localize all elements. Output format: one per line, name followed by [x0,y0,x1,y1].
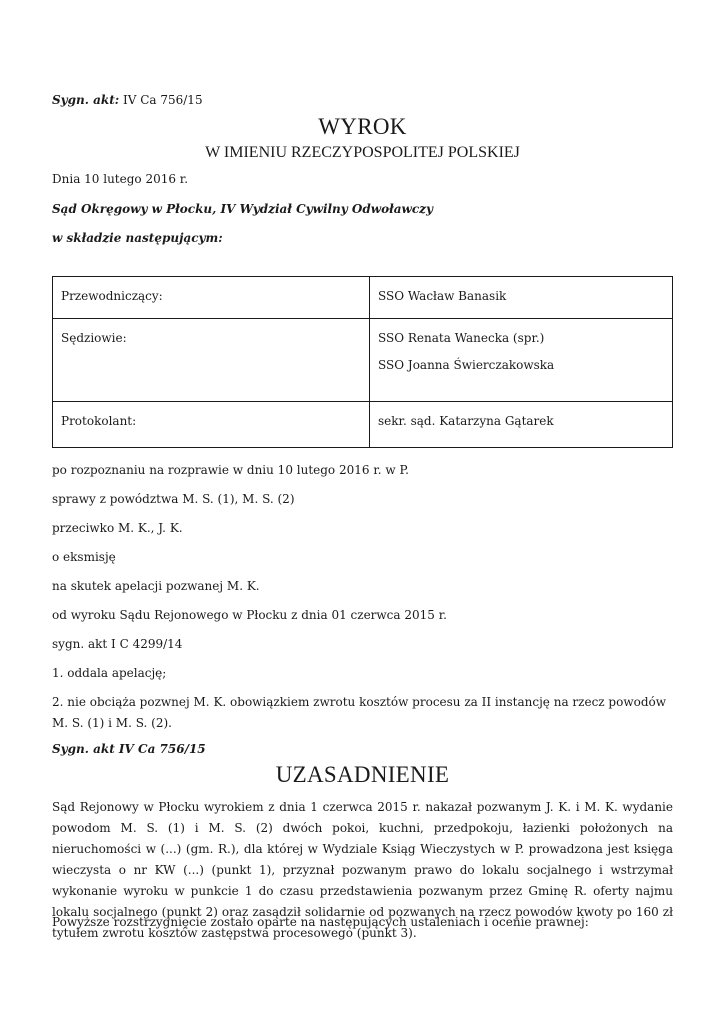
case-signature [52,93,203,107]
justification-paragraph: Powyższe rozstrzygnięcie zostało oparte na następujących ustaleniach i ocenie prawnej: [52,915,589,929]
court-panel-table [52,276,673,448]
composition-label: w składzie następującym: [52,231,223,245]
table-row [53,402,673,448]
case-signature-label: Sygn. akt: [52,93,120,107]
judges-label: Sędziowie: [53,319,370,402]
claimants-line: sprawy z powództwa M. S. (1), M. S. (2) [52,492,295,506]
justification-paragraph: Sąd Rejonowy w Płocku wyrokiem z dnia 1 czerwca 2015 r. nakazał pozwanym J. K. i M. K. wydanie powodom M. S. (1) i M. S. (2) dwóch pokoi, kuchni, przedpokoju, łazienki położonych na nieruchomości w (...) (gm. R.), dla której w Wydziale Ksiąg Wieczystych w P. prowadzona jest księga wieczysta o nr KW (...) (punkt 1), przyznał pozwanym prawo do lokalu socjalnego i wstrzymał wykonanie wyroku w punkcie 1 do czasu przedstawienia pozwanym przez Gminę R. oferty najmu lokalu socjalnego (punkt 2) oraz zasądził solidarnie od pozwanych na rzecz powodów kwoty po 160 zł tytułem zwrotu kosztów zastępstwa procesowego (punkt 3). [52,800,673,940]
table-row [53,319,673,402]
lower-court-signature: sygn. akt I C 4299/14 [52,637,183,651]
appeal-line: na skutek apelacji pozwanej M. K. [52,579,260,593]
table-row [53,277,673,319]
lower-court-line: od wyroku Sądu Rejonowego w Płocku z dnia 01 czerwca 2015 r. [52,608,447,622]
case-signature-value: IV Ca 756/15 [119,93,203,107]
court-name: Sąd Okręgowy w Płocku, IV Wydział Cywilny Odwoławczy [52,202,433,216]
clerk-label: Protokolant: [53,402,370,448]
subject-line: o eksmisję [52,550,116,564]
ruling-point-1: 1. oddala apelację; [52,666,167,680]
judgment-date: Dnia 10 lutego 2016 r. [52,172,189,186]
defendants-line: przeciwko M. K., J. K. [52,521,183,535]
hearing-line: po rozpoznaniu na rozprawie w dniu 10 lutego 2016 r. w P. [52,463,409,477]
chair-label: Przewodniczący: [53,277,370,319]
judges-cell [370,319,673,402]
judgment-subtitle: W IMIENIU RZECZYPOSPOLITEJ POLSKIEJ [205,144,520,161]
justification-signature: Sygn. akt IV Ca 756/15 [52,742,206,756]
judgment-title: WYROK [318,114,407,139]
justification-title: UZASADNIENIE [275,762,450,787]
chair-value: SSO Wacław Banasik [370,277,673,319]
clerk-value: sekr. sąd. Katarzyna Gątarek [370,402,673,448]
ruling-point-2: 2. nie obciąża pozwnej M. K. obowiązkiem zwrotu kosztów procesu za II instancję na rzecz powodów M. S. (1) i M. S. (2). [52,695,667,730]
judge-name: SSO Renata Wanecka (spr.) [378,331,545,345]
judge-name: SSO Joanna Świerczakowska [378,358,555,372]
